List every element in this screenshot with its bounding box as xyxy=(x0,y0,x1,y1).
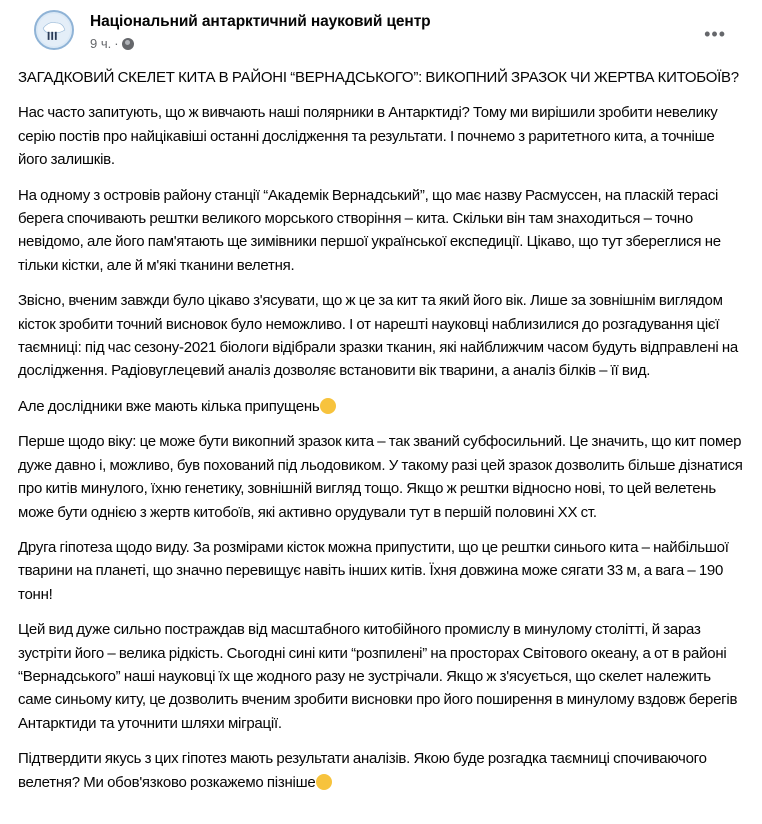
page-avatar[interactable] xyxy=(34,10,74,50)
post-header xyxy=(18,0,746,64)
globe-icon xyxy=(122,38,134,50)
post-paragraph: Друга гіпотеза щодо виду. За розмірами кісток можна припустити, що це рештки синього кита – найбільшої тварини на планеті, що значно перевищує навіть інших китів. Їхня довжина може сягати 33 м, а вага – 190 тонн! xyxy=(18,538,729,603)
post-title: ЗАГАДКОВИЙ СКЕЛЕТ КИТА В РАЙОНІ “ВЕРНАДСЬКОГО”: ВИКОПНИЙ ЗРАЗОК ЧИ ЖЕРТВА КИТОБОЇВ? xyxy=(18,69,739,86)
post-body xyxy=(18,66,746,794)
post-paragraph-with-emoji xyxy=(18,395,746,418)
winking-face-emoji-icon xyxy=(316,774,332,790)
post-paragraph-text: Підтвердити якусь з цих гіпотез мають результати аналізів. Якою буде розгадка таємниці спочиваючого велетня? Ми обов'язково розкажемо пізніше xyxy=(18,750,707,791)
thinking-face-emoji-icon xyxy=(320,398,336,414)
post-meta xyxy=(90,36,134,51)
post-time-link[interactable]: 9 ч. xyxy=(90,36,112,51)
post-paragraph: Цей вид дуже сильно постраждав від масштабного китобійного промислу в минулому столітті, й зараз зустріти його – велика рідкість. Сьогодні сині кити “розпилені” на просторах Світового океану, а от в районі “Вернадського” наші науковці їх ще жодного разу не зустрічали. Якщо ж з'ясується, що скелет належить саме синьому киту, це дозволить вченим зробити висновки про його поширення в минулому вздовж берегів Антарктиди та уточнити шляхи міграції. xyxy=(18,621,738,732)
post-paragraph: На одному з островів району станції “Академік Вернадський”, що має назву Расмуссен, на пласкій терасі берега спочивають рештки великого морського створіння – кита. Скільки він там знаходиться – точно невідомо, але його пам'ятають ще зимівники першої української експедиції. Цікаво, що тут збереглися не тільки кістки, але й м'які тканини велетня. xyxy=(18,186,721,274)
post-paragraph-with-emoji xyxy=(18,747,746,794)
post-paragraph: Звісно, вченим завжди було цікаво з'ясувати, що ж це за кит та який його вік. Лише за зовнішнім виглядом кісток зробити точний висновок було неможливо. І от нарешті науковці наблизилися до розгадування цієї таємниці: під час сезону-2021 біологи відібрали зразки тканин, які найближчим часом будуть відправлені на дослідження. Радіовуглецевий аналіз дозволяє встановити вік тварини, а аналіз білків – її вид. xyxy=(18,292,738,380)
page-name-link[interactable]: Національний антарктичний науковий центр xyxy=(90,13,431,30)
meta-separator: · xyxy=(114,36,119,51)
more-options-button[interactable]: ••• xyxy=(704,24,726,44)
post-paragraph-text: Але дослідники вже мають кілька припущень xyxy=(18,397,320,415)
post-paragraph: Нас часто запитують, що ж вивчають наші полярники в Антарктиді? Тому ми вирішили зробити невелику серію постів про найцікавіші останні дослідження та результати. І почнемо з раритетного кита, а точніше його залишків. xyxy=(18,104,718,169)
antarctic-center-logo-icon xyxy=(36,12,72,48)
post-paragraph: Перше щодо віку: це може бути викопний зразок кита – так званий субфосильний. Це значить, що кит помер дуже давно і, можливо, був похований під льодовиком. У такому разі цей зразок дозволить більше дізнатися про китів минулого, їхню генетику, зовнішній вигляд тощо. Якщо ж рештки відносно нові, то цей велетень може бути однією з жертв китобоїв, які активно орудували тут в першій половині ХХ ст. xyxy=(18,433,743,521)
